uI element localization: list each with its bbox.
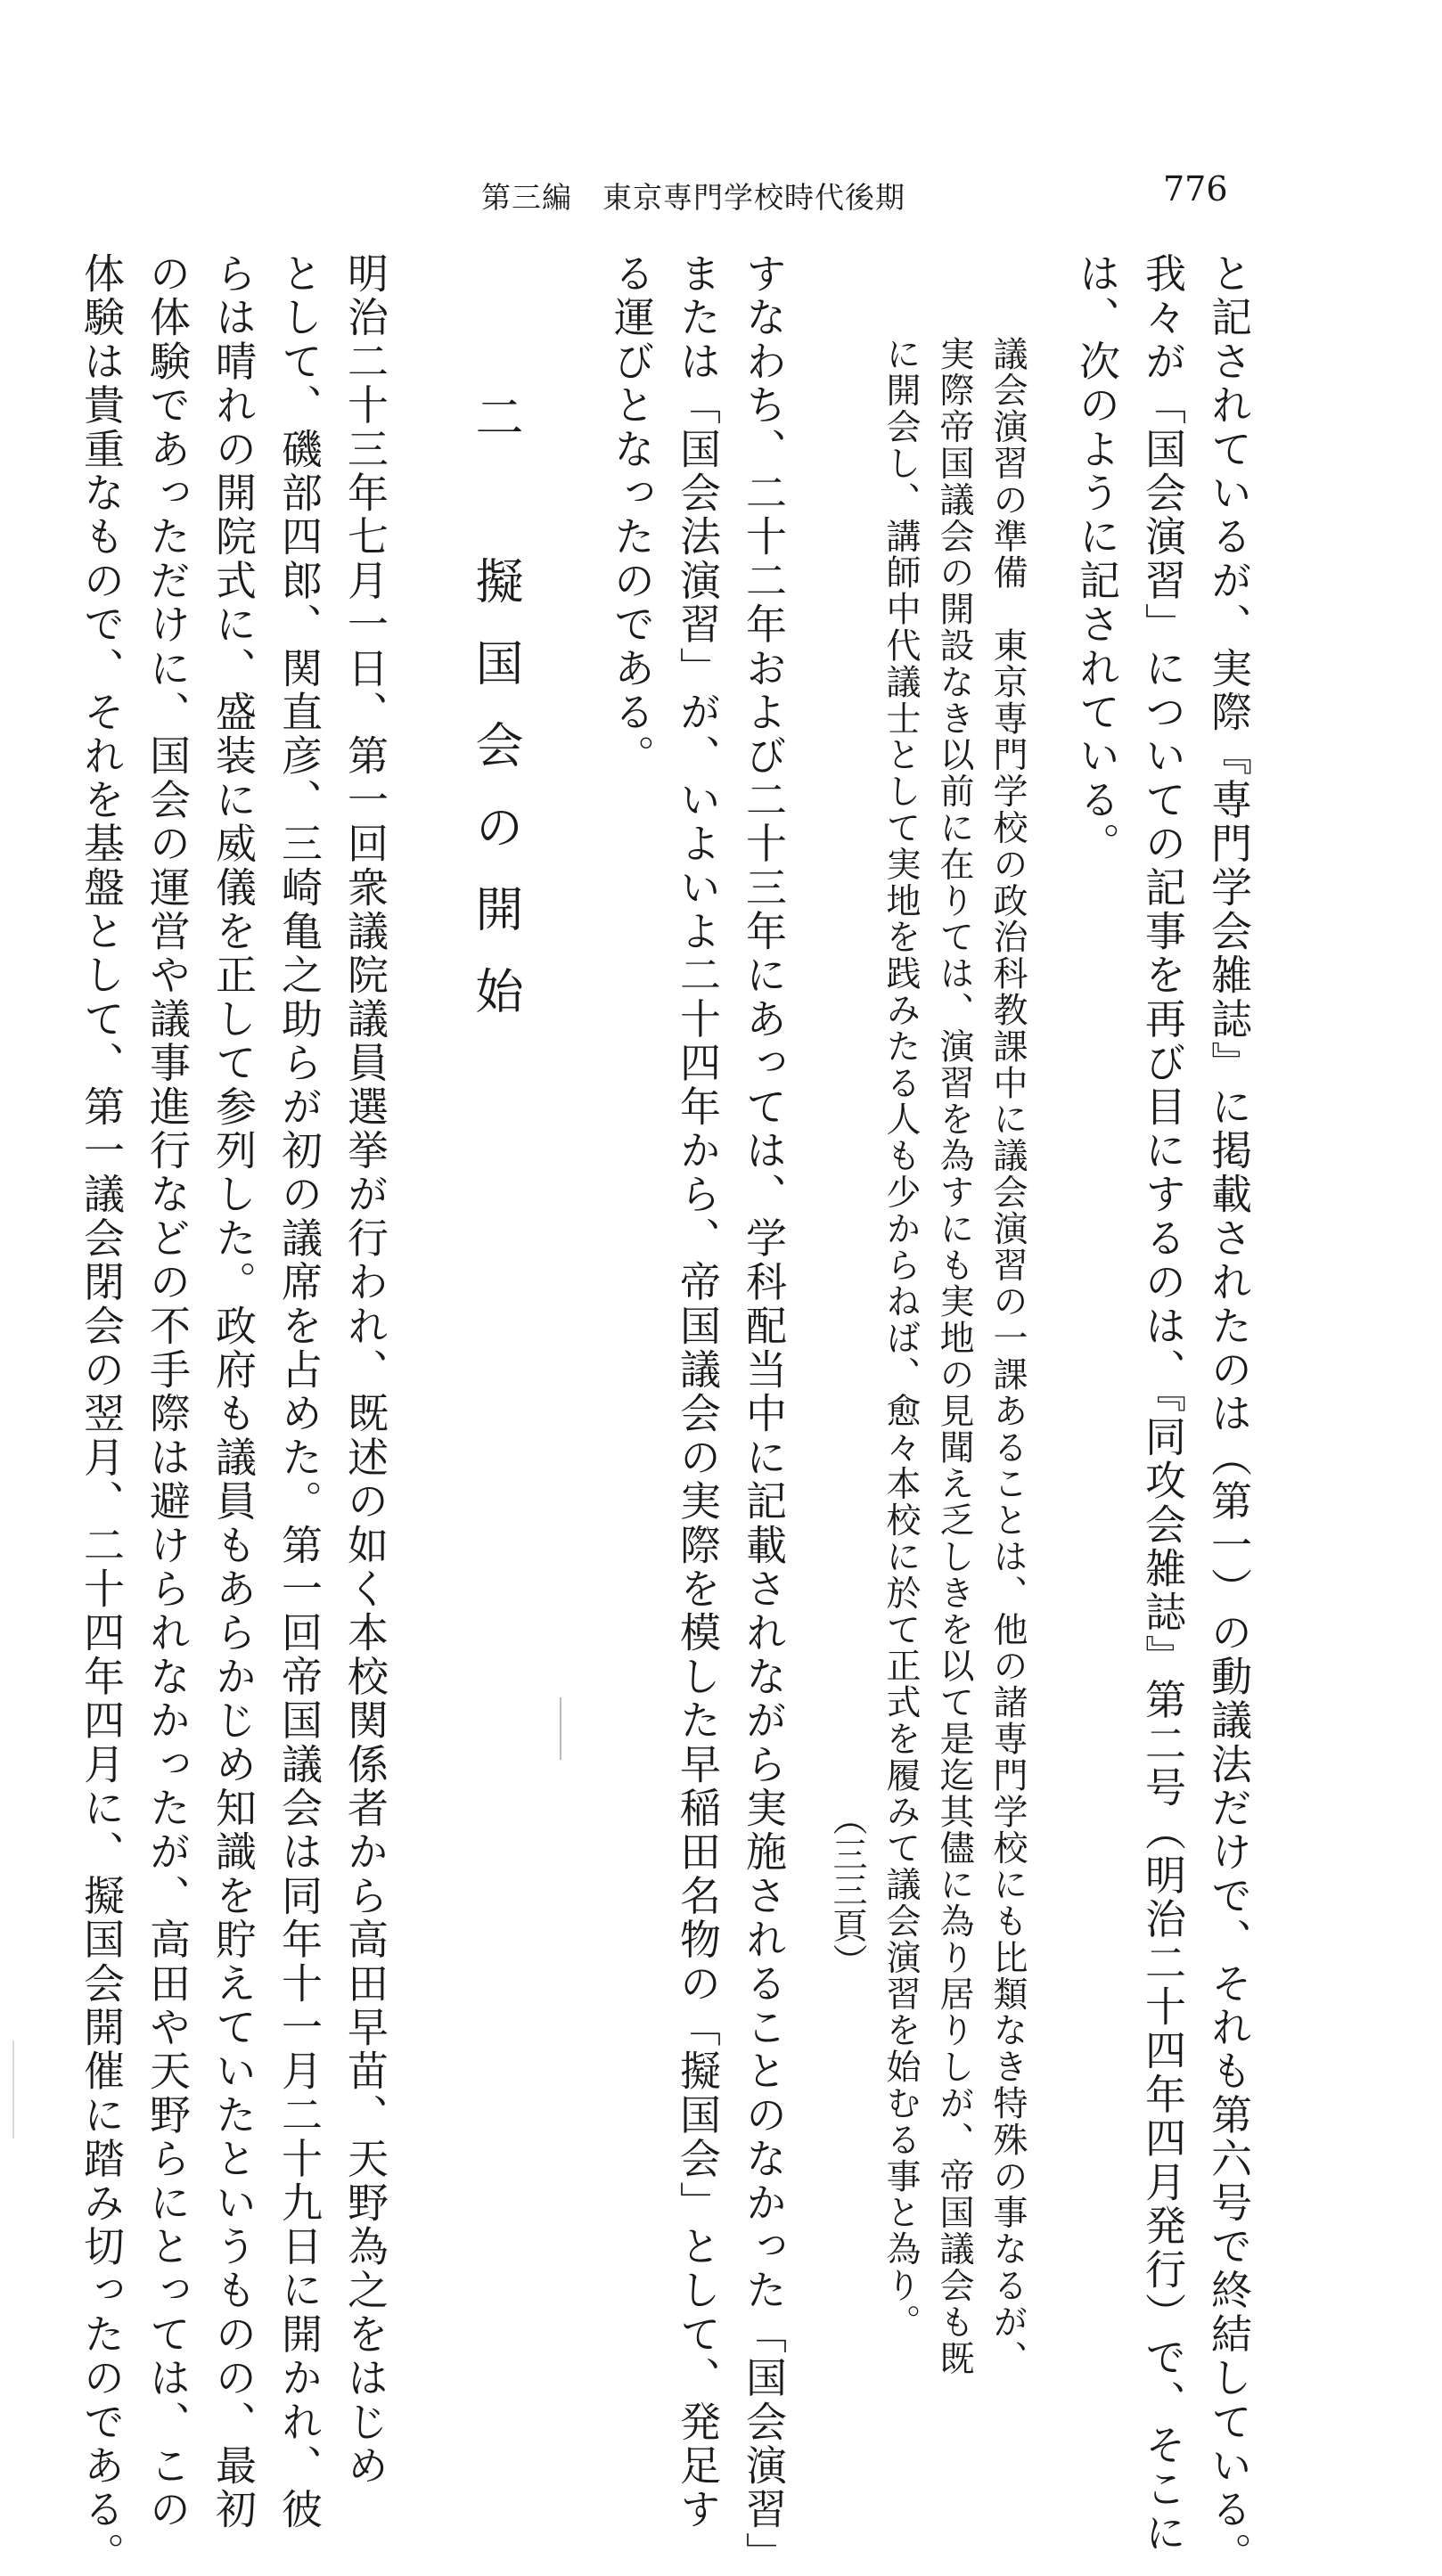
body-text-line: 体験は貴重なもので、それを基盤として、第一議会閉会の翌月、二十四年四月に、擬国会開催に踏み切ったのである。 [78,252,126,2576]
scan-edge-mark [12,2040,14,2138]
body-text-line: は、次のように記されている。 [1073,252,1121,866]
body-text-line: として、磯部四郎、関直彦、三崎亀之助らが初の議席を占めた。第一回帝国議会は同年十一月二十九日に開かれ、彼 [275,252,324,2532]
quote-line: 実際帝国議会の開設なき以前に在りては、演習を為すにも実地の見聞え乏しきを以て是迄其儘に為り居りしが、帝国議会も既 [934,336,974,2377]
body-text-line: 明治二十三年七月一日、第一回衆議院議員選挙が行われ、既述の如く本校関係者から高田早苗、天野為之をはじめ [341,252,389,2489]
body-text-line: 我々が「国会演習」についての記事を再び目にするのは、『同攻会雑誌』第二号（明治二十四年四月発行）で、そこに [1139,252,1187,2556]
quote-citation: （三三頁） [827,1801,867,1979]
page-number: 776 [1163,169,1228,209]
body-text-line: る運びとなったのである。 [608,252,656,779]
body-text-line: らは晴れの開院式に、盛装に威儀を正して参列した。政府も議員もあらかじめ知識を貯えていたというものの、最初 [209,252,258,2532]
body-text-line: と記されているが、実際『専門学会雑誌』に掲載されたのは（第一）の動議法だけで、それも第六号で終結している。 [1205,252,1253,2576]
body-text-line: すなわち、二十二年および二十三年にあっては、学科配当中に記載されながら実施されることのなかった「国会演習」 [740,252,788,2576]
scan-mark [560,1697,561,1760]
body-text-line: の体験であっただけに、国会の運営や議事進行などの不手際は避けられなかったが、高田や天野らにとっては、この [143,252,192,2532]
quote-line: に開会し、講師中代議士として実地を践みたる人も少からねば、愈々本校に於て正式を履みて議会演習を始むる事と為り。 [881,336,921,2341]
section-heading: 二 擬国会の開始 [468,392,524,1048]
quote-line: 議会演習の準備 東京専門学校の政治科教課中に議会演習の一課あることは、他の諸専門学校にも比類なき特殊の事なるが、 [987,336,1028,2377]
running-title: 第三編 東京専門学校時代後期 [481,180,905,215]
body-text-line: または「国会法演習」が、いよいよ二十四年から、帝国議会の実際を模した早稲田名物の「擬国会」として、発足す [674,252,722,2532]
